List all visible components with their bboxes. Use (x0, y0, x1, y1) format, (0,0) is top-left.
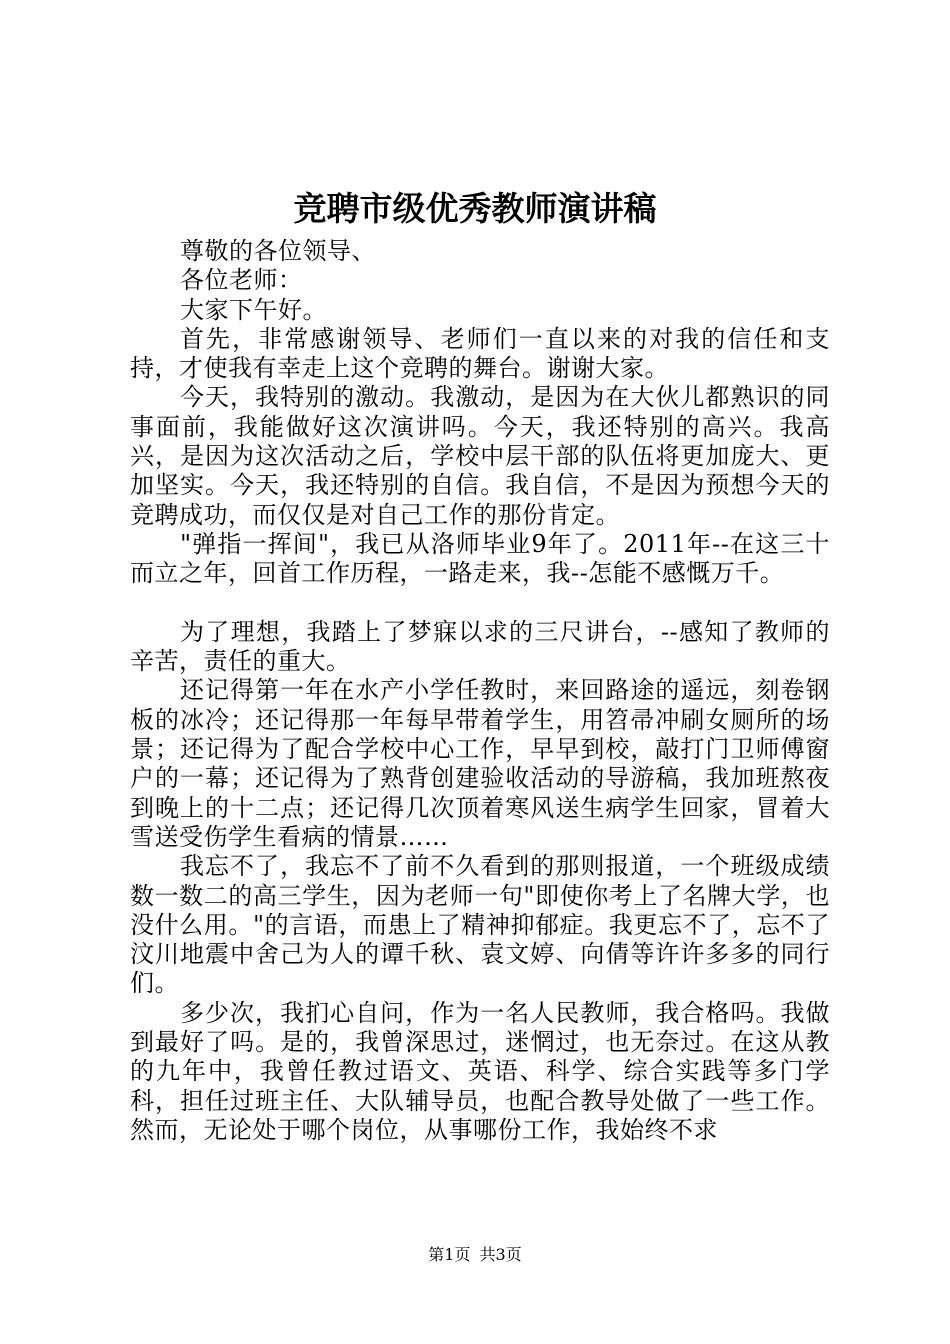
paragraph-memories: 还记得第一年在水产小学任教时，来回路途的遥远，刻卷钢板的冰冷；还记得那一年每早带着学生，用笤帚冲刷女厕所的场景；还记得为了配合学校中心工作，早早到校，敲打门卫师傅窗户的一幕；还记得为了熟背创建验收活动的导游稿，我加班熬夜到晚上的十二点；还记得几次顶着寒风送生病学生回家，冒着大雪送受伤学生看病的情景…… (130, 676, 830, 851)
page-number: 第1页 (428, 1245, 471, 1264)
paragraph-greeting-teachers: 各位老师： (180, 266, 303, 295)
document-title: 竞聘市级优秀教师演讲稿 (293, 189, 657, 228)
page-footer (0, 1244, 950, 1266)
paragraph-gap (130, 589, 830, 618)
paragraph-nine-years: "弹指一挥间"，我已从洛师毕业9年了。2011年--在这三十而立之年，回首工作历程，一路走来，我--怎能不感慨万千。 (130, 529, 830, 588)
paragraph-thanks: 首先，非常感谢领导、老师们一直以来的对我的信任和支持，才使我有幸走上这个竞聘的舞台。谢谢大家。 (130, 324, 830, 383)
paragraph-today: 今天，我特别的激动。我激动，是因为在大伙儿都熟识的同事面前，我能做好这次演讲吗。今天，我还特别的高兴。我高兴，是因为这次活动之后，学校中层干部的队伍将更加庞大、更加坚实。今天，我还特别的自信。我自信，不是因为预想今天的竞聘成功，而仅仅是对自己工作的那份肯定。 (130, 383, 830, 529)
paragraph-self-reflection: 多少次，我扪心自问，作为一名人民教师，我合格吗。我做到最好了吗。是的，我曾深思过，迷惘过，也无奈过。在这从教的九年中，我曾任教过语文、英语、科学、综合实践等多门学科，担任过班主任、大队辅导员，也配合教导处做了一些工作。然而，无论处于哪个岗位，从事哪份工作，我始终不求 (130, 998, 830, 1144)
paragraph-ideal: 为了理想，我踏上了梦寐以求的三尺讲台，--感知了教师的辛苦，责任的重大。 (130, 617, 830, 676)
paragraph-greeting-afternoon: 大家下午好。 (180, 295, 327, 324)
page-total: 共3页 (479, 1245, 522, 1264)
paragraph-cannot-forget: 我忘不了，我忘不了前不久看到的那则报道，一个班级成绩数一数二的高三学生，因为老师一句"即使你考上了名牌大学，也没什么用。"的言语，而患上了精神抑郁症。我更忘不了，忘不了汶川地震中舍己为人的谭千秋、袁文婷、向倩等许许多多的同行们。 (130, 852, 830, 998)
document-body (130, 237, 830, 1145)
paragraph-greeting-leaders: 尊敬的各位领导、 (180, 237, 376, 265)
